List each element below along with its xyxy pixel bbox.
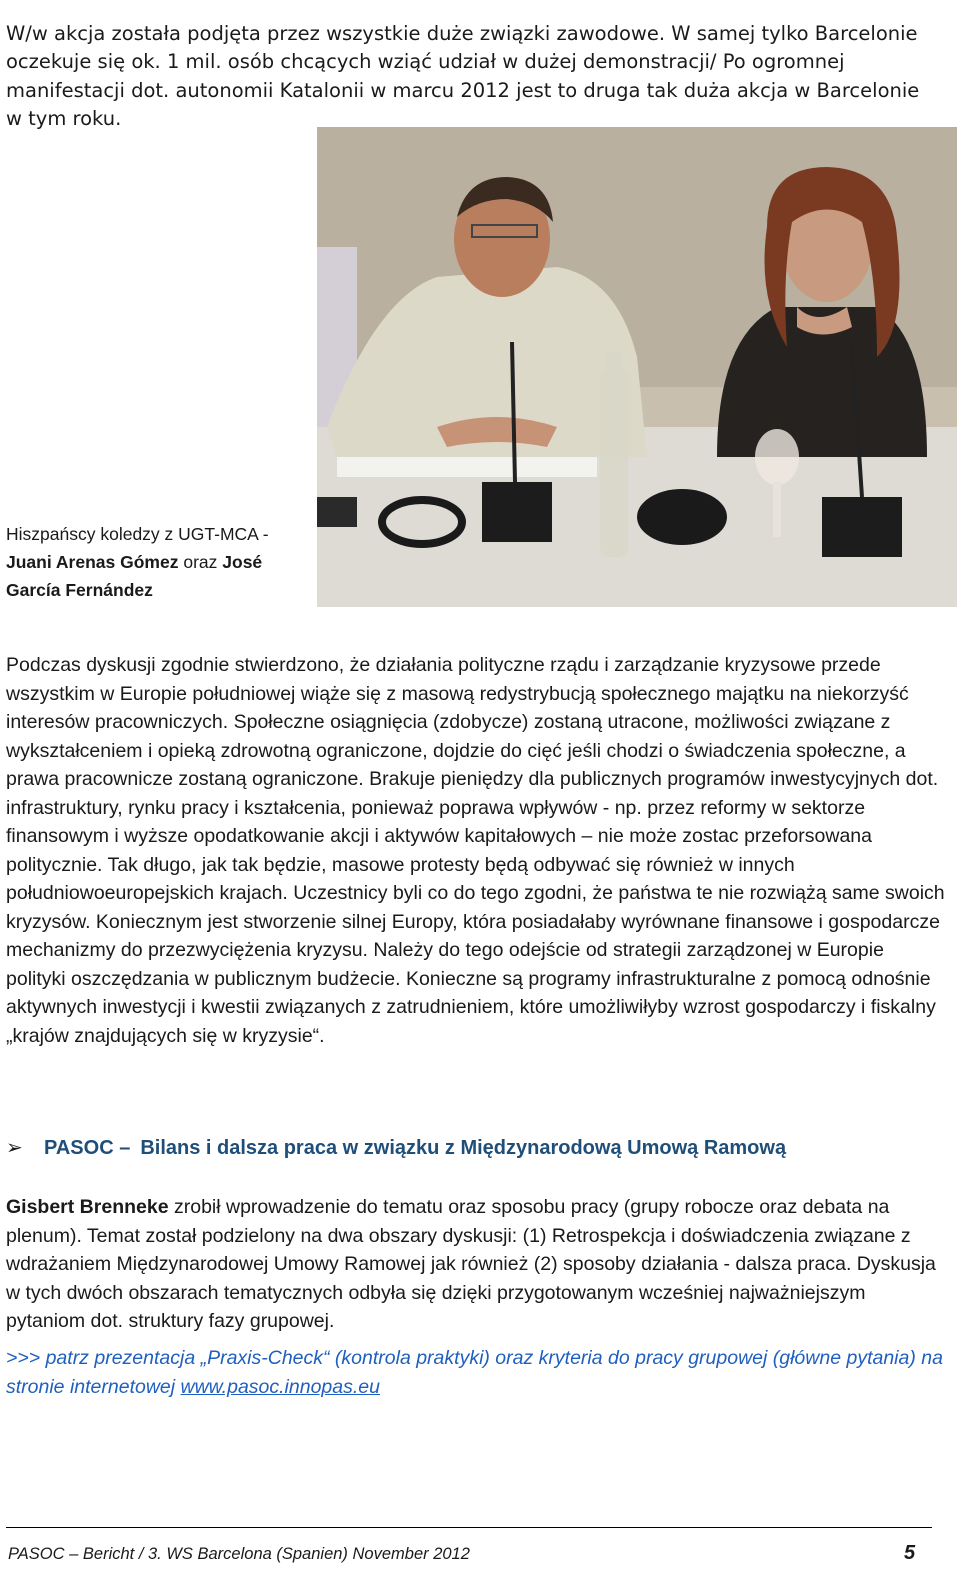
meeting-photo — [317, 127, 957, 607]
footer-text: PASOC – Bericht / 3. WS Barcelona (Spanien) November 2012 — [8, 1545, 470, 1563]
section-title: Bilans i dalsza praca w związku z Międzynarodową Umową Ramową — [140, 1137, 787, 1159]
page-number: 5 — [904, 1542, 916, 1564]
caption-connector: oraz — [183, 552, 218, 572]
section-label: PASOC – — [44, 1137, 131, 1159]
intro-paragraph: W/w akcja została podjęta przez wszystkie duże związki zawodowe. W samej tylko Barcelonie oczekuje się ok. 1 mil. osób chcących wziąć udział w dużej demonstracji/ Po ogromnej manifestacji dot. autonomii Katalonii w marcu 2012 jest to druga tak duża akcja w Barcelonie w tym roku. — [6, 21, 920, 130]
discussion-paragraph: Podczas dyskusji zgodnie stwierdzono, że działania polityczne rządu i zarządzanie kryzysowe przede wszystkim w Europie południowej wiąże się z masową redystrybucją społecznego majątku na niekorzyść interesów pracowniczych. Społeczne osiągnięcia (zdobycze) zostaną utracone, możliwości związane z wykształceniem i opieką zdrowotną ograniczone, dojdzie do cięć jeśli chodzi o świadczenia społeczne, a prawa pracownicze zostaną ograniczone. Brakuje pieniędzy dla publicznych programów inwestycyjnych dot. infrastruktury, rynku pracy i kształcenia, ponieważ poprawa wpływów - np. przez reformy w sektorze finansowym i wyższe opodatkowanie akcji i aktywów kapitałowych – nie może zostac przeforsowana politycznie. Tak długo, jak tak będzie, masowe protesty będą odbywać się również w innych południowoeuropejskich krajach. Uczestnicy byli co do tego zgodni, że państwa te nie rozwiążą same swoich kryzysów. Koniecznym jest stworzenie silnej Europy, która posiadałaby wyrównane finansowe i gospodarcze mechanizmy do przezwyciężenia kryzysu. Należy do tego odejście od strategii zarządzonej w Europie polityki oszczędzania w publicznym budżecie. Konieczne są programy infrastrukturalne z pomocą odnośnie aktywnych inwestycji i kwestii związanych z zatrudnieniem, które umożliwiłyby wzrost gospodarczy i fiskalny „krajów znajdujących się w kryzysie“. — [6, 654, 945, 1047]
caption-prefix: Hiszpańscy koledzy z UGT-MCA - — [6, 524, 269, 544]
section-text: zrobił wprowadzenie do tematu oraz sposobu pracy (grupy robocze oraz debata na plenum). Temat został podzielony na dwa obszary dyskusji: (1) Retrospekcja i doświadczenia związane z wdrażaniem Międzynarodowej Umowy Ramowej jak również (2) sposoby działania - dalsza praca. Dyskusja w tych dwóch obszarach tematycznych odbyła się dzięki przygotowanym wcześniej najważniejszym pytaniom dot. struktury fazy grupowej. — [6, 1196, 936, 1332]
section-paragraph — [6, 1193, 946, 1336]
section-heading — [6, 1133, 946, 1163]
presentation-link-note — [6, 1344, 946, 1401]
arrow-bullet-icon: ➢ — [6, 1137, 23, 1159]
pasoc-website-link[interactable]: www.pasoc.innopas.eu — [180, 1375, 380, 1398]
photo-caption — [6, 520, 306, 604]
section-lead-name: Gisbert Brenneke — [6, 1196, 169, 1218]
footer-divider — [6, 1527, 932, 1528]
link-note-text: >>> patrz prezentacja „Praxis-Check“ (kontrola praktyki) oraz kryteria do pracy grupowej (główne pytania) na stronie internetowej — [6, 1347, 943, 1398]
caption-name-1: Juani Arenas Gómez — [6, 552, 179, 572]
caption-name-2: José García Fernández — [6, 552, 263, 600]
